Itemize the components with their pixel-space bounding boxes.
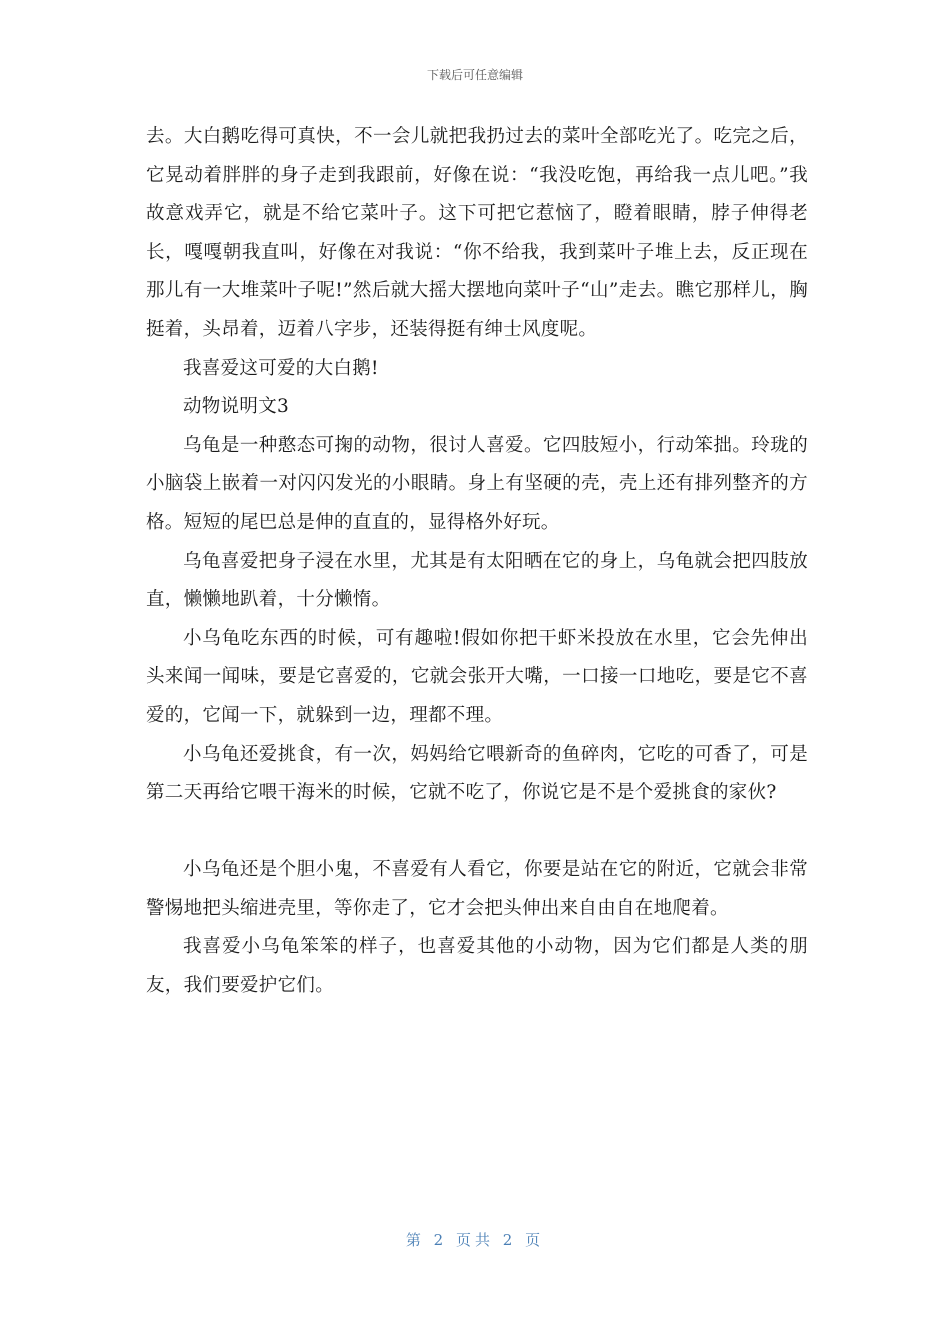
paragraph-turtle-closing: 我喜爱小乌龟笨笨的样子，也喜爱其他的小动物，因为它们都是人类的朋友，我们要爱护它们。: [146, 936, 808, 997]
paragraph-goose-continued: 去。大白鹅吃得可真快，不一会儿就把我扔过去的菜叶全部吃光了。吃完之后，它晃动着胖胖的身子走到我跟前，好像在说：“我没吃饱，再给我一点儿吧。”我故意戏弄它，就是不给它菜叶子。这下可把它惹恼了，瞪着眼睛，脖子伸得老长，嘎嘎朝我直叫，好像在对我说：“你不给我，我到菜叶子堆上去，反正现在那儿有一大堆菜叶子呢!”然后就大摇大摆地向菜叶子“山”走去。瞧它那样儿，胸挺着，头昂着，迈着八字步，还装得挺有绅士风度呢。: [146, 126, 808, 340]
page-footer: 第 2 页共 2 页: [405, 1231, 545, 1249]
section-title: 动物说明文3: [183, 396, 290, 418]
paragraph-turtle-eating: 小乌龟吃东西的时候，可有趣啦!假如你把干虾米投放在水里，它会先伸出头来闻一闻味，要是它喜爱的，它就会张开大嘴，一口接一口地吃，要是它不喜爱的，它闻一下，就躲到一边，理都不理。: [146, 627, 808, 726]
paragraph-turtle-picky: 小乌龟还爱挑食，有一次，妈妈给它喂新奇的鱼碎肉，它吃的可香了，可是第二天再给它喂干海米的时候，它就不吃了，你说它是不是个爱挑食的家伙?: [146, 743, 808, 804]
document-body: [146, 118, 808, 1006]
paragraph-turtle-water: 乌龟喜爱把身子浸在水里，尤其是有太阳晒在它的身上，乌龟就会把四肢放直，懒懒地趴着，十分懒惰。: [146, 550, 808, 611]
paragraph-turtle-timid: 小乌龟还是个胆小鬼，不喜爱有人看它，你要是站在它的附近，它就会非常警惕地把头缩进壳里，等你走了，它才会把头伸出来自由自在地爬着。: [146, 859, 808, 919]
paragraph-turtle-intro: 乌龟是一种憨态可掬的动物，很讨人喜爱。它四肢短小，行动笨拙。玲珑的小脑袋上嵌着一对闪闪发光的小眼睛。身上有坚硬的壳，壳上还有排列整齐的方格。短短的尾巴总是伸的直直的，显得格外好玩。: [146, 434, 808, 533]
page-header: 下载后可任意编辑: [426, 68, 523, 82]
paragraph-goose-closing: 我喜爱这可爱的大白鹅!: [183, 357, 379, 379]
